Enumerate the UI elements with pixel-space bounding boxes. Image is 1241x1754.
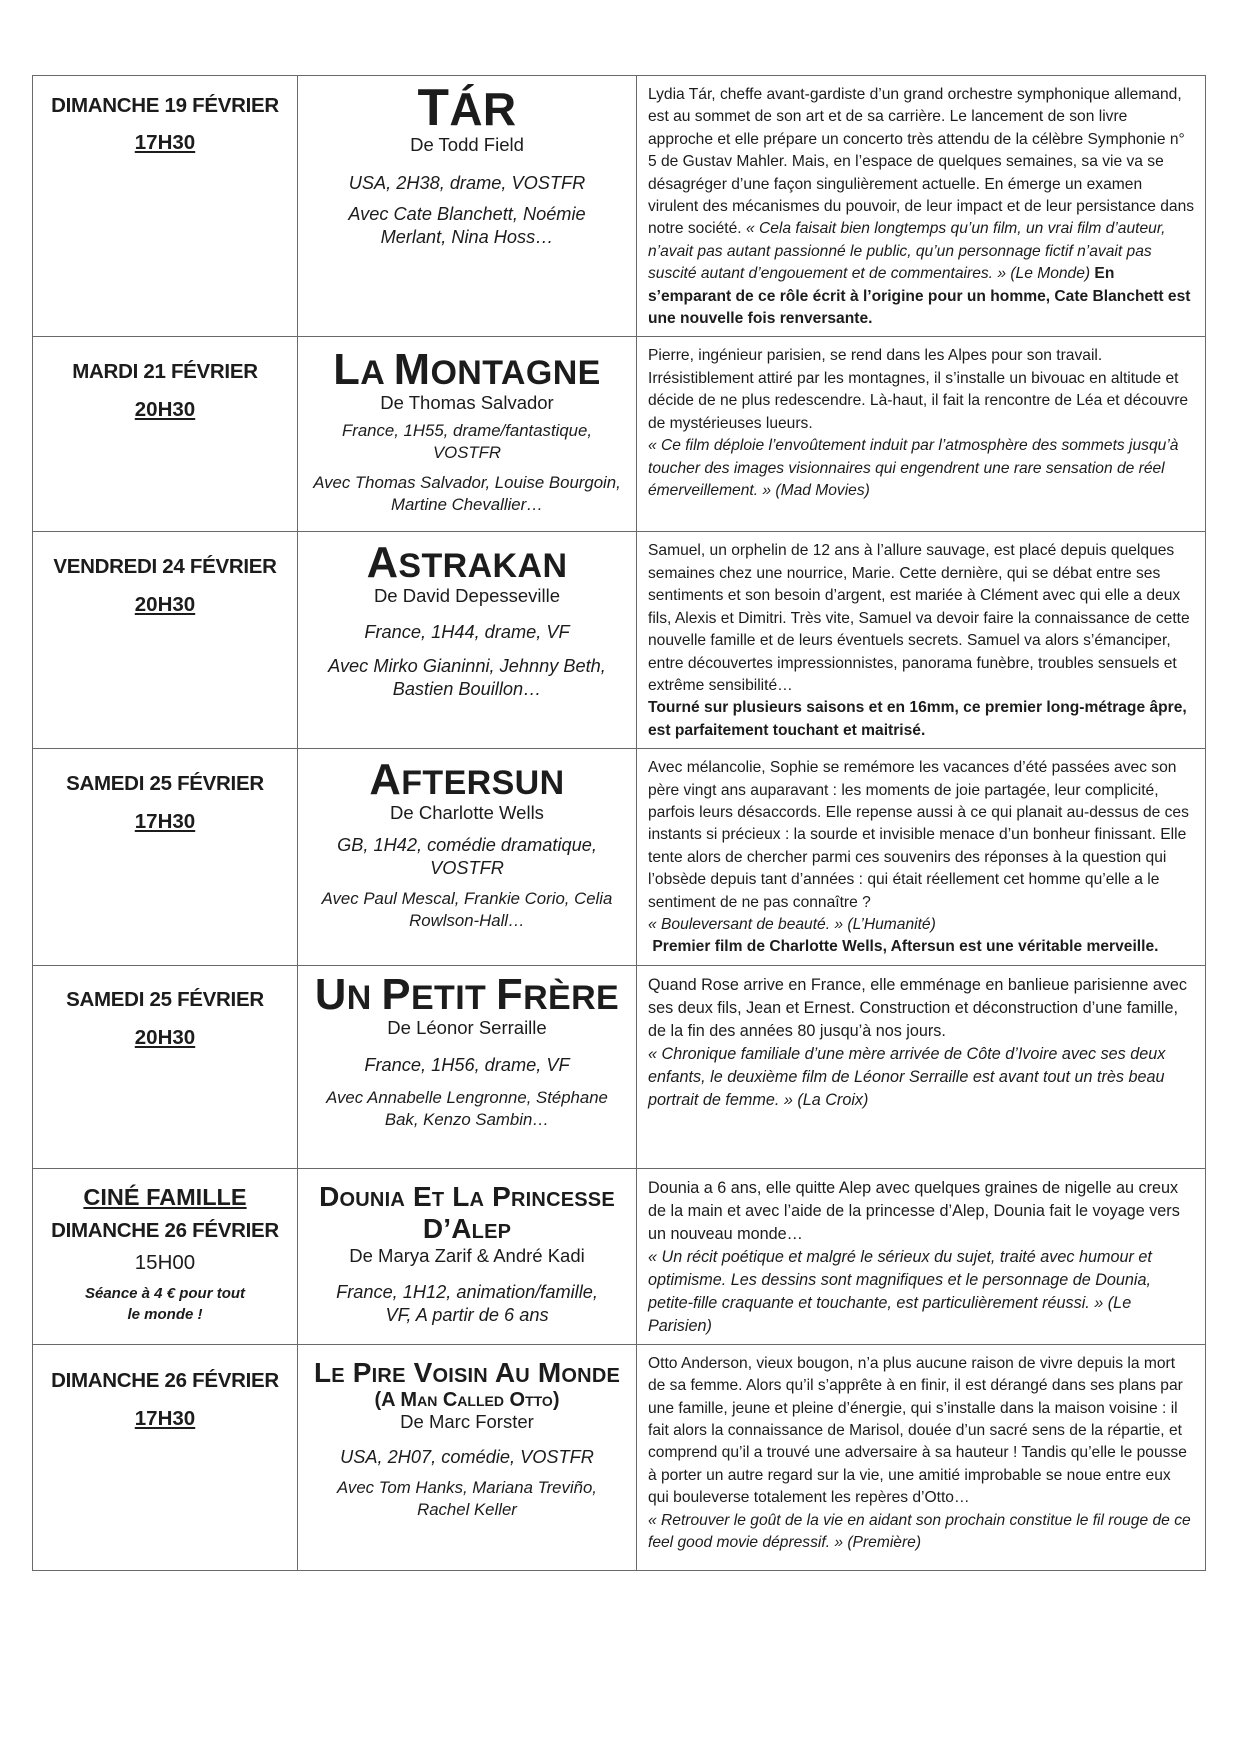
film-title: AFTERSUN	[369, 756, 565, 805]
film-info: France, 1H55, drame/fantastique, VOSTFR	[342, 421, 592, 463]
press-quote: « Bouleversant de beauté. » (L’Humanité)	[648, 915, 936, 933]
synopsis-text: Pierre, ingénieur parisien, se rend dans les Alpes pour son travail. Irrésistiblement attiré par les montagnes, il s’installe un bivouac en altitude et décide de ne plus redescendre. Là-haut, il fait la rencontre de Léa et découvre de mystérieuses lueurs.	[648, 347, 1189, 432]
film-title: LA MONTAGNE	[333, 346, 601, 395]
synopsis-text: Avec mélancolie, Sophie se remémore les vacances d’été passées avec son père vingt ans auparavant : les moments de joie partagée, leur complicité, parfois leurs désaccords. Elle repense aussi à ce qui planait au-dessus de ces instants si précieux : la sourde et invisible menace d’un bonheur finissant. Elle tente alors de chercher parmi ces souvenirs des réponses à la question qui l’obsède depuis tant d’années : qui était réellement cet homme qu’elle a le sentiment de ne pas connaître ?	[648, 759, 1189, 911]
film-row	[33, 337, 1206, 532]
screening-day: DIMANCHE 26 FÉVRIER	[51, 1368, 279, 1392]
film-cell	[298, 1168, 637, 1344]
synopsis-text: Quand Rose arrive en France, elle emménage en banlieue parisienne avec ses deux fils, Jean et Ernest. Construction et déconstruction d’une famille, de la fin des années 80 jusqu’à nos jours.	[648, 975, 1188, 1040]
verdict-text: Tourné sur plusieurs saisons et en 16mm, ce premier long-métrage âpre, est parfaitement touchant et maitrisé.	[648, 699, 1187, 739]
film-director: De Thomas Salvador	[380, 392, 554, 414]
film-programme-table	[32, 75, 1206, 1571]
screening-time: 20H30	[134, 593, 196, 617]
screening-day: VENDREDI 24 FÉVRIER	[53, 555, 277, 579]
film-row	[33, 1168, 1206, 1344]
screening-day: MARDI 21 FÉVRIER	[72, 360, 258, 384]
press-quote: « Cela faisait bien longtemps qu’un film, un vrai film d’auteur, n’avait pas autant passionné le public, qu’un personnage fictif n’avait pas suscité autant d’engouement et de commentaires. » (Le Monde)	[648, 220, 1166, 283]
film-director: De Marc Forster	[400, 1410, 534, 1432]
date-cell	[33, 1168, 298, 1344]
press-quote: « Ce film déploie l’envoûtement induit par l’atmosphère des sommets jusqu’à toucher des images visionnaires qui engendrent une rare sensation de réel émerveillement. » (Mad Movies)	[648, 437, 1179, 499]
film-director: De Léonor Serraille	[387, 1016, 547, 1038]
film-row	[33, 532, 1206, 749]
screening-time: 15H00	[134, 1250, 196, 1274]
synopsis-text: Lydia Tár, cheffe avant-gardiste d’un grand orchestre symphonique allemand, est au sommet de son art et de sa carrière. Le lancement de son livre approche et elle prépare un concerto très attendu de la célèbre Symphonie n° 5 de Gustav Mahler. Mais, en l’espace de quelques semaines, sa vie va se désagréger d’une façon singulièrement actuelle. En émerge un examen virulent des mécanismes du pouvoir, de leur impact et de leur persistance dans notre société.	[648, 86, 1195, 238]
verdict-text: En s’emparant de ce rôle écrit à l’origine pour un homme, Cate Blanchett est une nouvelle fois renversante.	[648, 265, 1191, 328]
film-cast: Avec Annabelle Lengronne, Stéphane Bak, Kenzo Sambin…	[326, 1087, 608, 1129]
price-note: Séance à 4 € pour tout le monde !	[84, 1284, 246, 1323]
date-cell	[33, 337, 298, 532]
synopsis-cell	[637, 337, 1206, 532]
film-row	[33, 76, 1206, 337]
date-cell	[33, 1344, 298, 1570]
press-quote: « Un récit poétique et malgré le sérieux du sujet, traité avec humour et optimisme. Les dessins sont magnifiques et le personnage de Dounia, petite-fille craquante et touchante, est particulièrement réussi. » (Le Parisien)	[648, 1247, 1152, 1335]
film-cell	[298, 532, 637, 749]
film-title: Dounia Et La Princesse D’Alep	[319, 1180, 615, 1244]
film-info: USA, 2H38, drame, VOSTFR	[348, 173, 586, 193]
verdict-text: Premier film de Charlotte Wells, Aftersun est une véritable merveille.	[652, 938, 1159, 956]
film-cast: Avec Thomas Salvador, Louise Bourgoin, Martine Chevallier…	[313, 473, 621, 515]
film-info: GB, 1H42, comédie dramatique, VOSTFR	[337, 835, 597, 879]
synopsis-text: Otto Anderson, vieux bougon, n’a plus aucune raison de vivre depuis la mort de sa femme. Alors qu’il s’apprête à en finir, il est dérangé dans ses plans par une famille, jeune et pleine d’énergie, qui s’installe dans la maison voisine : il fait alors la connaissance de Marisol, douée d’un sacré sens de la répartie, et comprend qu’il a trouvé une adversaire à sa hauteur ! Tandis qu’elle le pousse à porter un autre regard sur la vie, une amitié improbable se noue entre eux qui bouleverse totalement les repères d’Otto…	[648, 1354, 1187, 1507]
synopsis-cell	[637, 1344, 1206, 1570]
synopsis-text: Samuel, un orphelin de 12 ans à l’allure sauvage, est placé depuis quelques semaines chez une nourrice, Marie. Cette dernière, qui se débat entre ses sentiments et son besoin d’argent, est mariée à Clément avec qui elle a deux fils, Alexis et Dimitri. Très vite, Samuel va devoir faire la connaissance de cette nouvelle famille et de leurs éventuels secrets. Samuel va alors s’émanciper, entre découvertes impressionnistes, panorama funèbre, troubles sensuels et extrême sensibilité…	[648, 542, 1190, 694]
synopsis-cell	[637, 965, 1206, 1168]
synopsis-cell	[637, 1168, 1206, 1344]
synopsis-cell	[637, 76, 1206, 337]
film-subtitle: (A Man Called Otto)	[374, 1388, 560, 1411]
film-info: France, 1H12, animation/famille, VF, A partir de 6 ans	[336, 1281, 598, 1325]
film-cast: Avec Cate Blanchett, Noémie Merlant, Nina Hoss…	[348, 204, 586, 247]
film-title: TÁR	[417, 78, 517, 136]
film-cell	[298, 337, 637, 532]
press-quote: « Retrouver le goût de la vie en aidant son prochain constitue le fil rouge de ce feel good movie dépressif. » (Première)	[648, 1511, 1191, 1552]
film-cast: Avec Paul Mescal, Frankie Corio, Celia Rowlson-Hall…	[321, 889, 613, 931]
film-director: De Marya Zarif & André Kadi	[349, 1244, 585, 1266]
film-title: UN PETIT FRÈRE	[314, 970, 620, 1019]
screening-time: 17H30	[134, 810, 196, 834]
press-quote: « Chronique familiale d’une mère arrivée de Côte d’Ivoire avec ses deux enfants, le deuxième film de Léonor Serraille est avant tout un très beau portrait de femme. » (La Croix)	[648, 1044, 1166, 1109]
film-cell	[298, 1344, 637, 1570]
film-cell	[298, 965, 637, 1168]
screening-time: 17H30	[134, 1406, 196, 1430]
film-cell	[298, 749, 637, 966]
screening-day: DIMANCHE 19 FÉVRIER	[51, 94, 279, 117]
date-cell	[33, 749, 298, 966]
film-info: USA, 2H07, comédie, VOSTFR	[340, 1446, 594, 1467]
synopsis-cell	[637, 532, 1206, 749]
film-cast: Avec Mirko Gianinni, Jehnny Beth, Bastien Bouillon…	[328, 656, 606, 700]
film-title: ASTRAKAN	[366, 539, 568, 588]
film-director: De Charlotte Wells	[390, 802, 544, 824]
screening-time: 20H30	[134, 398, 196, 422]
film-cast: Avec Tom Hanks, Mariana Treviño, Rachel Keller	[337, 1477, 597, 1519]
date-cell	[33, 532, 298, 749]
date-cell	[33, 76, 298, 337]
cine-famille-label: CINÉ FAMILLE	[83, 1183, 247, 1210]
film-director: De Todd Field	[410, 134, 524, 155]
screening-time: 20H30	[134, 1025, 196, 1049]
film-title: Le Pire Voisin Au Monde	[313, 1356, 621, 1388]
film-info: France, 1H44, drame, VF	[364, 622, 570, 643]
screening-day: DIMANCHE 26 FÉVRIER	[51, 1218, 279, 1242]
screening-time: 17H30	[134, 131, 196, 154]
film-info: France, 1H56, drame, VF	[364, 1054, 570, 1075]
screening-day: SAMEDI 25 FÉVRIER	[66, 772, 264, 796]
date-cell	[33, 965, 298, 1168]
film-row	[33, 965, 1206, 1168]
film-cell	[298, 76, 637, 337]
screening-day: SAMEDI 25 FÉVRIER	[66, 987, 264, 1011]
synopsis-text: Dounia a 6 ans, elle quitte Alep avec quelques graines de nigelle au creux de la main et avec l’aide de la princesse d’Alep, Dounia fait le voyage vers un nouveau monde…	[648, 1178, 1180, 1243]
film-row	[33, 749, 1206, 966]
film-row	[33, 1344, 1206, 1570]
film-director: De David Depesseville	[373, 585, 561, 607]
synopsis-cell	[637, 749, 1206, 966]
